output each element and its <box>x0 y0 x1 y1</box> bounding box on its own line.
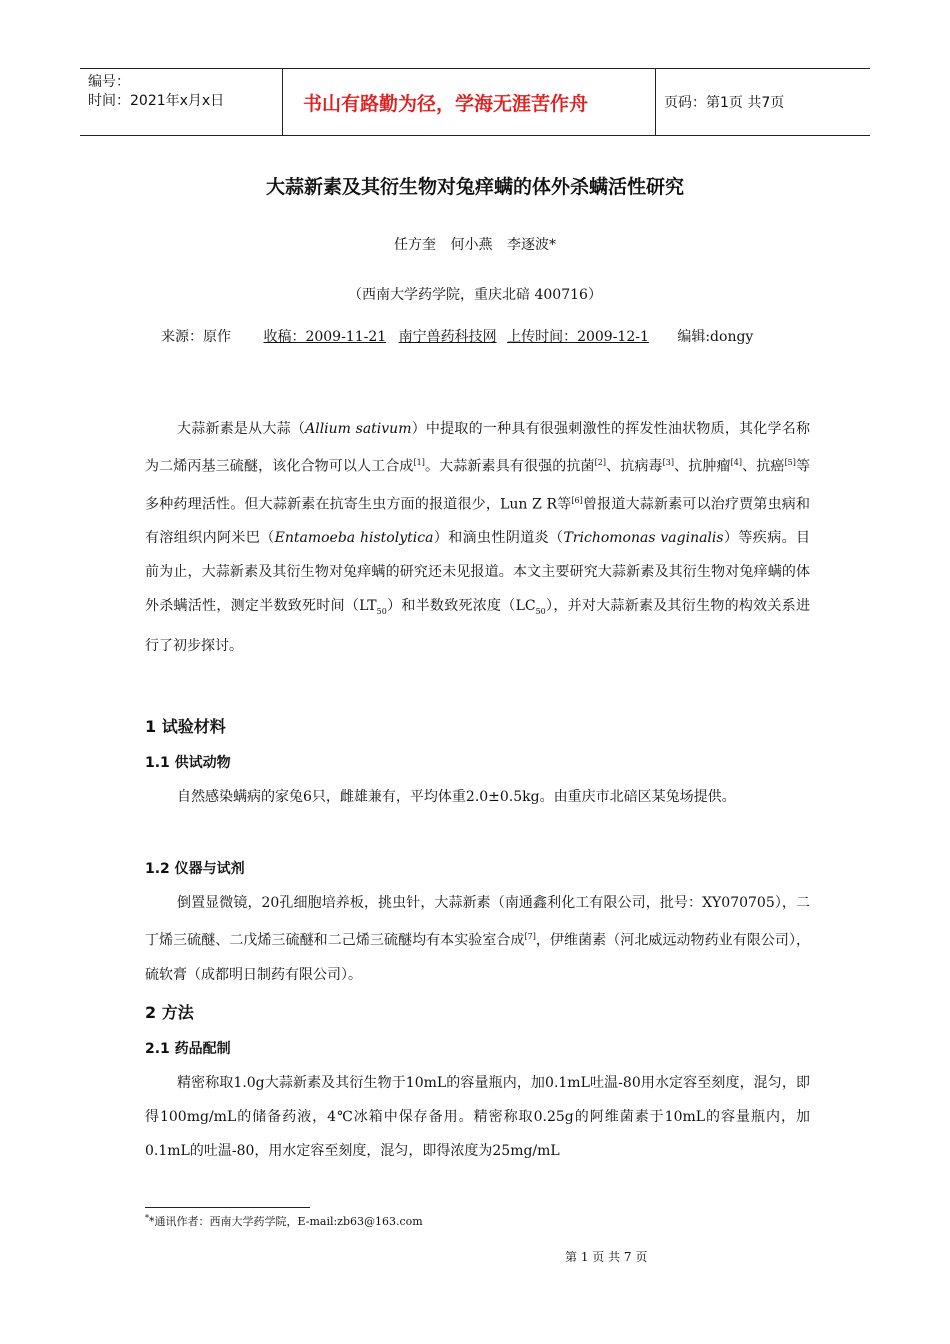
section-2-1-heading: 2.1 药品配制 <box>145 1041 231 1057</box>
latin-name: Trichomonas vaginalis <box>563 530 724 547</box>
section-1-heading: 1 试验材料 <box>145 717 226 736</box>
footnote-mark: * <box>145 1213 149 1223</box>
header-page-label: 页码：第1页 共7页 <box>664 95 785 111</box>
source-line <box>145 325 810 349</box>
citation: [1] <box>413 458 425 467</box>
article-title: 大蒜新素及其衍生物对兔痒螨的体外杀螨活性研究 <box>265 176 684 198</box>
paragraph: 精密称取1.0g大蒜新素及其衍生物于10mL的容量瓶内，加0.1mL吐温-80用水定容至刻度，混匀，即得100mg/mL的储备药液，4℃冰箱中保存备用。精密称取0.25g的阿维菌素于10mL的容量瓶内，加0.1mL的吐温-80，用水定容至刻度，混匀，即得浓度为25mg/mL <box>145 1075 810 1159</box>
paragraph: 倒置显微镜，20孔细胞培养板，挑虫针，大蒜新素（南通鑫利化工有限公司，批号：XY070705），二丁烯三硫醚、二戊烯三硫醚和二己烯三硫醚均有本实验室合成[7]，伊维菌素（河北威远动物药业有限公司），硫软膏（成都明日制药有限公司）。 <box>145 895 811 983</box>
section-1-2-heading: 1.2 仪器与试剂 <box>145 861 245 877</box>
authors: 任方奎 何小燕 李逐波* <box>394 237 556 253</box>
source-origin: 来源：原作 <box>161 329 231 345</box>
header-motto: 书山有路勤为径，学海无涯苦作舟 <box>283 69 656 135</box>
footnote-divider <box>145 1207 310 1208</box>
citation: [5] <box>784 458 796 467</box>
latin-name: Allium sativum <box>305 421 412 437</box>
citation: [4] <box>730 458 743 467</box>
source-received: 收稿：2009-11-21 <box>263 329 387 345</box>
source-upload: 上传时间：2009-12-1 <box>507 329 649 345</box>
header-meta <box>80 69 283 135</box>
section-1-1-heading: 1.1 供试动物 <box>145 755 231 771</box>
paragraph: 自然感染螨病的家兔6只，雌雄兼有，平均体重2.0±0.5kg。由重庆市北碚区某兔场提供。 <box>177 789 736 805</box>
source-editor: 编辑:dongy <box>677 329 754 345</box>
code-label: 编号： <box>88 74 130 90</box>
citation: [6] <box>571 495 583 505</box>
citation: [7] <box>524 932 536 941</box>
affiliation: （西南大学药学院，重庆北碚 400716） <box>348 287 602 303</box>
latin-name: Entamoeba histolytica <box>274 530 434 547</box>
document-header <box>80 68 870 136</box>
section-2-1-body <box>145 1066 810 1168</box>
date-label: 时间：2021年x月x日 <box>88 93 225 109</box>
source-site: 南宁兽药科技网 <box>398 329 497 345</box>
footnote: **通讯作者：西南大学药学院，E-mail:zb63@163.com <box>145 1213 423 1228</box>
section-1-1-body <box>145 780 810 814</box>
citation: [2] <box>594 458 606 467</box>
section-2-heading: 2 方法 <box>145 1003 194 1022</box>
intro-paragraph: 大蒜新素是从大蒜（Allium sativum）中提取的一种具有很强刺激性的挥发性油状物质，其化学名称为二烯丙基三硫醚，该化合物可以人工合成[1]。大蒜新素具有很强的抗菌[2]、抗病毒[3]、抗肿瘤[4]、抗癌[5]等多种药理活性。但大蒜新素在抗寄生虫方面的报道很少，Lun Z R等[6]曾报道大蒜新素可以治疗贾第虫病和有溶组织内阿米巴（Entamoeba histolytica）和滴虫性阴道炎（Trichomonas vaginalis）等疾病。目前为止，大蒜新素及其衍生物对兔痒螨的研究还未见报道。本文主要研究大蒜新素及其衍生物对兔痒螨的体外杀螨活性，测定半数致死时间$(LT_{50})$和半数致死浓度$(LC_{50})$，并对大蒜新素及其衍生物的构效关系进行了初步探讨。 <box>145 421 811 655</box>
page-footer: 第 1 页 共 7 页 <box>565 1250 648 1264</box>
citation: [3] <box>662 458 674 467</box>
section-1-2-body <box>145 886 810 992</box>
intro-section <box>145 412 810 663</box>
